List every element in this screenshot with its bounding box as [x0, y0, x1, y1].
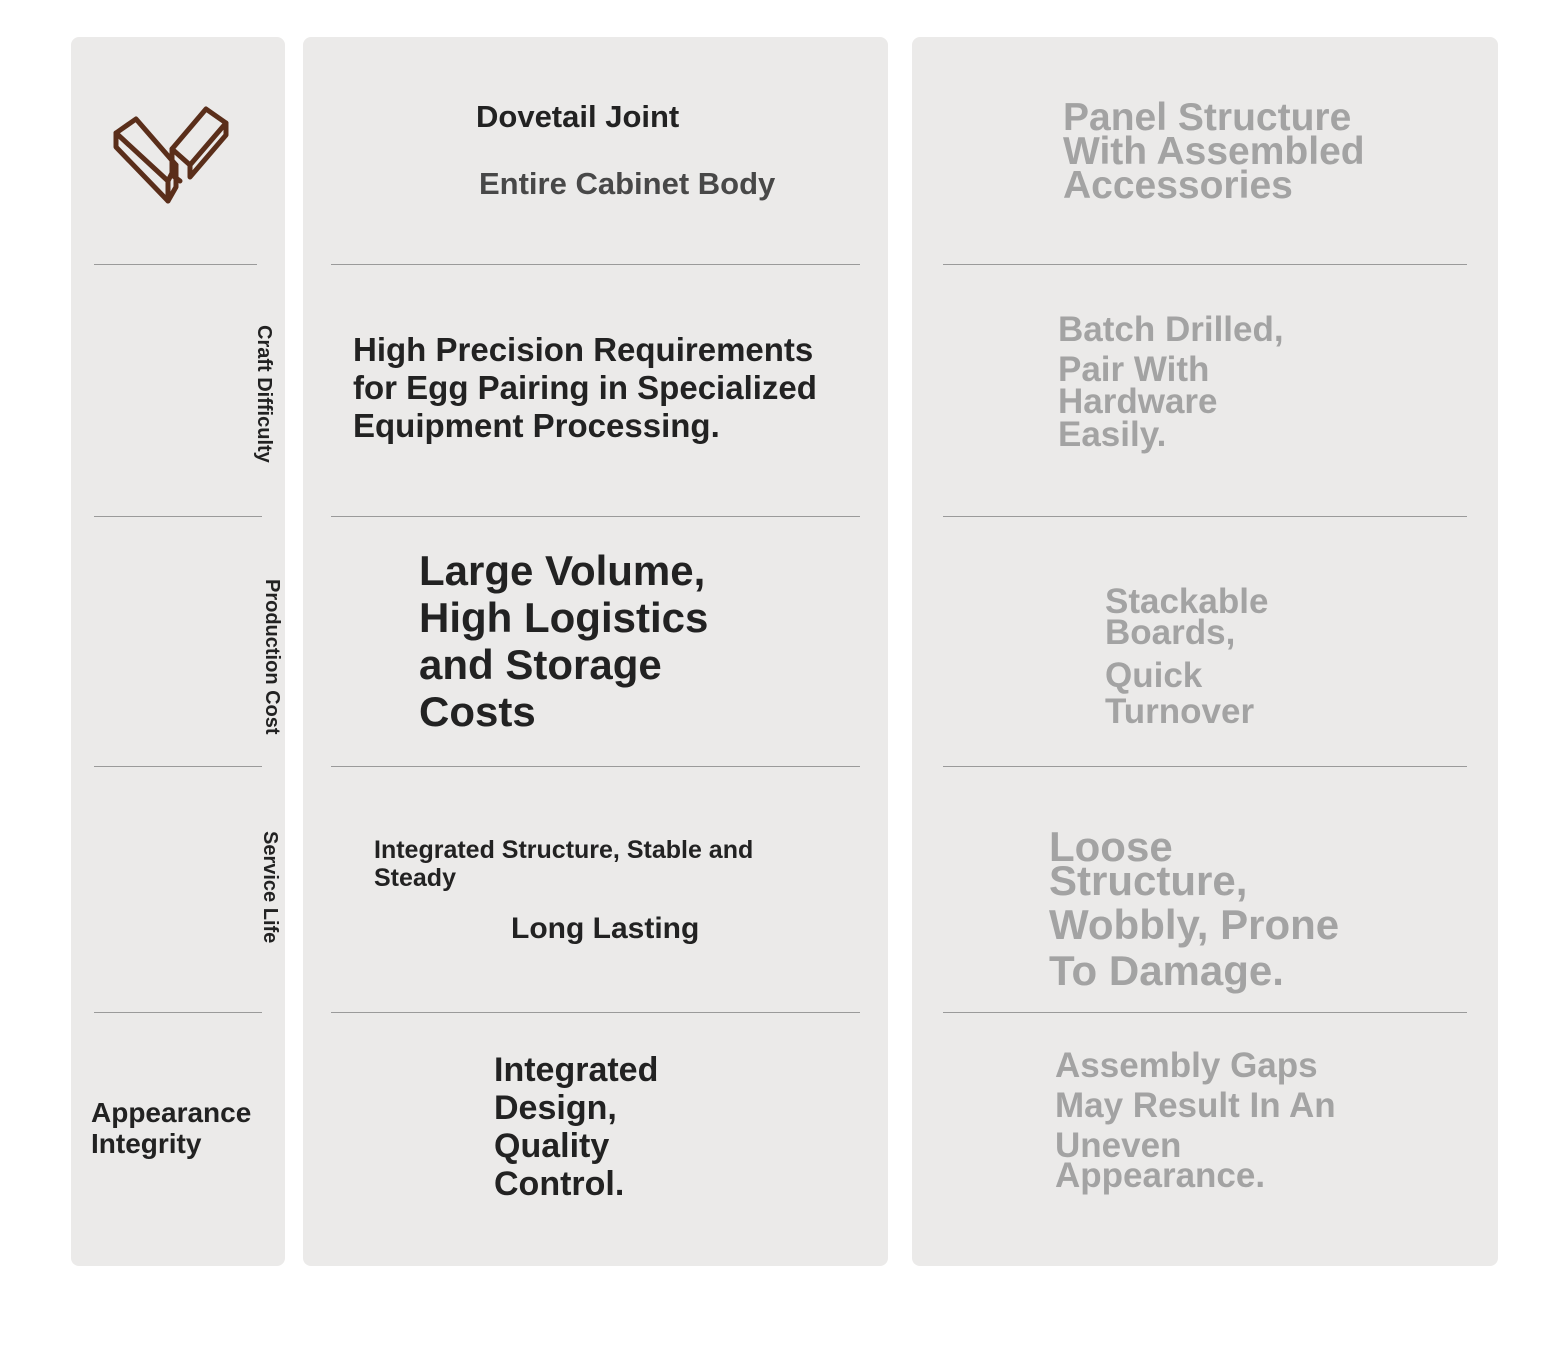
row-divider [943, 264, 1467, 265]
option-a-service-life-note: Long Lasting [511, 912, 700, 945]
option-b-service-life: Loose Structure, Wobbly, Prone To Damage. [1049, 823, 1340, 994]
row-divider [331, 1012, 860, 1013]
row-divider [943, 1012, 1467, 1013]
row-divider [331, 516, 860, 517]
row-divider [94, 516, 262, 517]
row-divider [943, 766, 1467, 767]
row-label-service-life: Service Life [259, 831, 281, 944]
row-label-craft-difficulty: Craft Difficulty [253, 325, 275, 463]
row-divider [331, 766, 860, 767]
option-b-appearance-integrity: Assembly Gaps May Result In An Uneven Appearance. [1055, 1046, 1336, 1195]
row-divider [94, 264, 257, 265]
row-label-production-cost: Production Cost [261, 579, 283, 735]
row-divider [943, 516, 1467, 517]
row-divider [94, 766, 262, 767]
option-a-appearance-integrity: Integrated Design, Quality Control. [494, 1051, 659, 1203]
option-a-craft-difficulty: High Precision Requirements for Egg Pairing in Specialized Equipment Processing. [353, 331, 817, 444]
option-a-production-cost: Large Volume, High Logistics and Storage Costs [419, 547, 709, 735]
option-a-subtitle: Entire Cabinet Body [479, 166, 776, 201]
option-b-craft-difficulty: Batch Drilled, Pair With Hardware Easily. [1058, 310, 1284, 454]
option-a-service-life: Integrated Structure, Stable and Steady [374, 836, 754, 892]
row-divider [94, 1012, 262, 1013]
row-label-appearance-integrity: Appearance Integrity [91, 1097, 252, 1159]
option-b-title: Panel Structure With Assembled Accessories [1063, 96, 1365, 207]
dovetail-joint-icon [110, 103, 234, 207]
option-a-title: Dovetail Joint [476, 99, 680, 134]
row-labels-column [71, 37, 285, 1266]
option-b-production-cost: Stackable Boards, Quick Turnover [1105, 582, 1269, 731]
row-divider [331, 264, 860, 265]
